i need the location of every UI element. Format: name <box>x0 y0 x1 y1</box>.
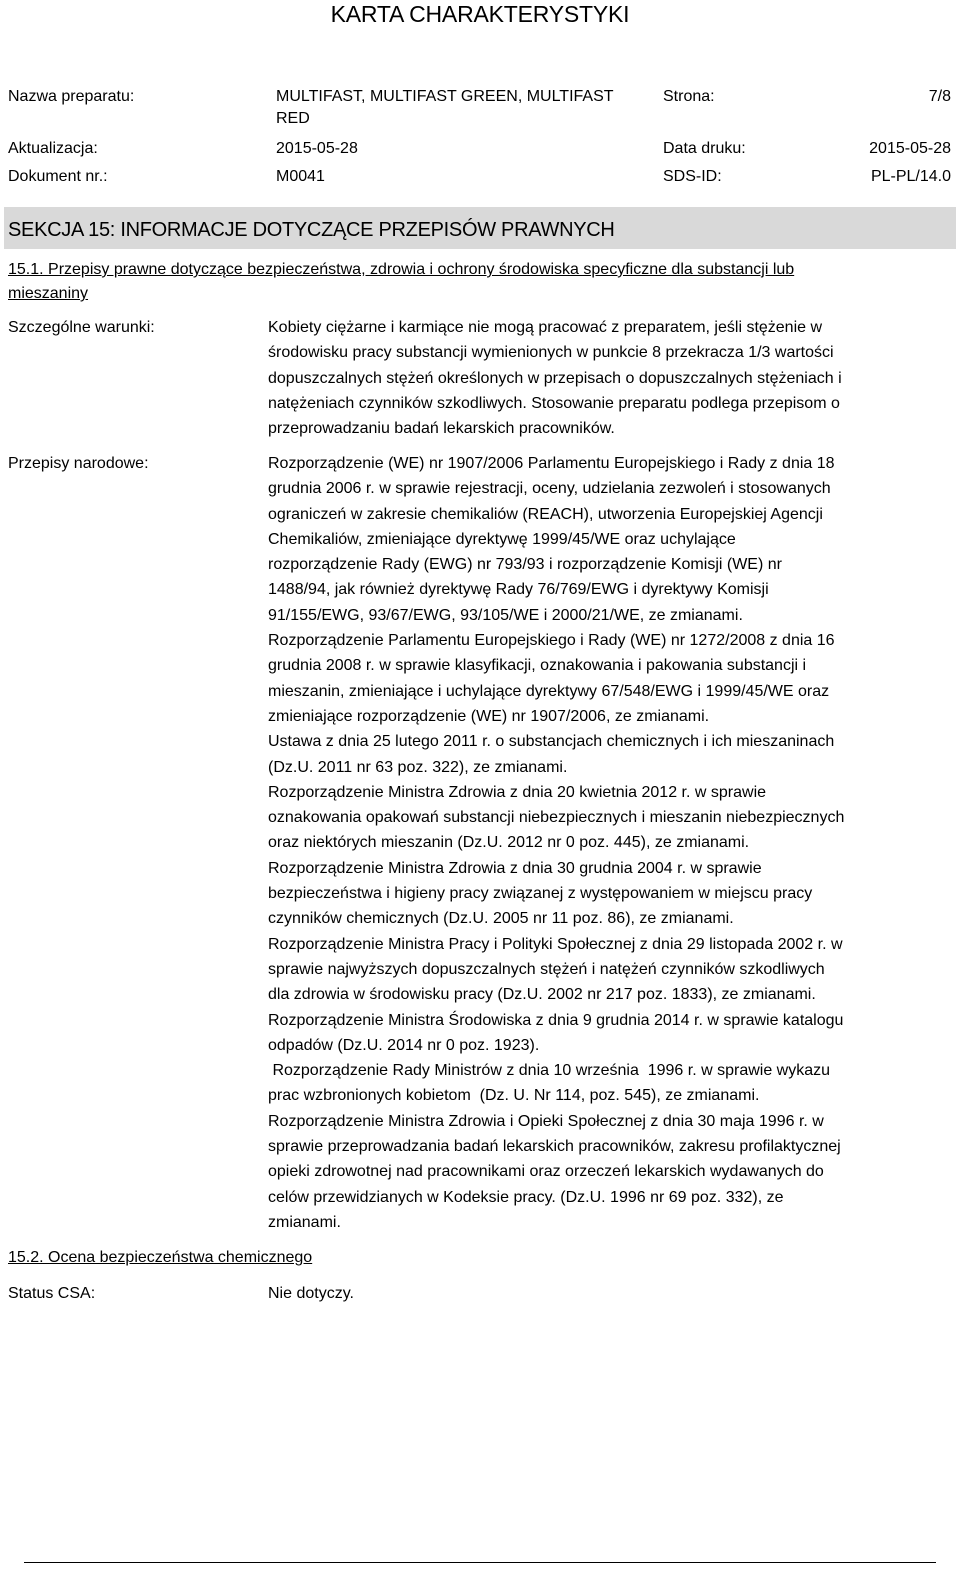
text-line: Rozporządzenie Parlamentu Europejskiego i Rady (WE) nr 1272/2008 z dnia 16 <box>268 632 835 650</box>
csa-status-value: Nie dotyczy. <box>268 1285 354 1302</box>
text-line: sprawie najwyższych dopuszczalnych stężeń i natężeń czynników szkodliwych <box>268 960 825 978</box>
text-line: oznakowania opakowań substancji niebezpiecznych i mieszanin niebezpiecznych <box>268 809 845 827</box>
page-number: 7/8 <box>928 88 951 105</box>
text-line: Rozporządzenie Ministra Zdrowia z dnia 20 kwietnia 2012 r. w sprawie <box>268 783 767 801</box>
text-line: Chemikaliów, zmieniające dyrektywę 1999/45/WE oraz uchylające <box>268 530 736 548</box>
text-line: Ustawa z dnia 25 lutego 2011 r. o substancjach chemicznych i ich mieszaninach <box>268 733 835 751</box>
text-line: Kobiety ciężarne i karmiące nie mogą pracować z preparatem, jeśli stężenie w <box>268 319 823 336</box>
text-line: czynników chemicznych (Dz.U. 2005 nr 11 poz. 86), ze zmianami. <box>268 910 734 928</box>
text-line: grudnia 2008 r. w sprawie klasyfikacji, oznakowania i pakowania substancji i <box>268 657 807 675</box>
text-line: Rozporządzenie Ministra Zdrowia i Opieki Społecznej z dnia 30 maja 1996 r. w <box>268 1112 824 1130</box>
document-number-label: Dokument nr.: <box>8 168 108 185</box>
special-conditions-label: Szczególne warunki: <box>8 319 155 336</box>
text-line: dla zdrowia w środowisku pracy (Dz.U. 2002 nr 217 poz. 1833), ze zmianami. <box>268 986 816 1004</box>
update-date: 2015-05-28 <box>276 140 358 157</box>
csa-status-label: Status CSA: <box>8 1285 96 1302</box>
text-line: Rozporządzenie (WE) nr 1907/2006 Parlamentu Europejskiego i Rady z dnia 18 <box>268 455 835 472</box>
text-line: 1488/94, jak również dyrektywę Rady 76/769/EWG i dyrektywy Komisji <box>268 581 769 599</box>
text-line: 91/155/EWG, 93/67/EWG, 93/105/WE i 2000/21/WE, ze zmianami. <box>268 606 743 624</box>
text-line: natężeniach czynników szkodliwych. Stosowanie preparatu podlega przepisom o <box>268 394 840 412</box>
text-line: celów przewidzianych w Kodeksie pracy. (Dz.U. 1996 nr 69 poz. 332), ze <box>268 1188 784 1206</box>
text-line: Rozporządzenie Ministra Zdrowia z dnia 30 grudnia 2004 r. w sprawie <box>268 859 762 877</box>
subsection-15-1-heading-line1: 15.1. Przepisy prawne dotyczące bezpieczeństwa, zdrowia i ochrony środowiska specyficzne dla substancji lub <box>8 261 795 278</box>
product-name-value-line2: RED <box>276 110 310 127</box>
sds-id-label: SDS-ID: <box>663 168 722 185</box>
text-line: Rozporządzenie Ministra Pracy i Polityki Społecznej z dnia 29 listopada 2002 r. w <box>268 935 843 953</box>
text-line: zmianami. <box>268 1213 341 1231</box>
document-title: KARTA CHARAKTERYSTYKI <box>330 1 630 27</box>
update-label: Aktualizacja: <box>8 140 98 157</box>
footer-divider <box>24 1562 936 1563</box>
document-number: M0041 <box>276 168 325 185</box>
text-line: odpadów (Dz.U. 2014 nr 0 poz. 1923). <box>268 1036 540 1054</box>
text-line: opieki zdrowotnej nad pracownikami oraz orzeczeń lekarskich wydawanych do <box>268 1163 824 1181</box>
text-line: dopuszczalnych stężeń określonych w przepisach o dopuszczalnych stężeniach i <box>268 369 842 387</box>
text-line: rozporządzenie Rady (EWG) nr 793/93 i rozporządzenie Komisji (WE) nr <box>268 556 782 574</box>
section-title: SEKCJA 15: INFORMACJE DOTYCZĄCE PRZEPISÓW PRAWNYCH <box>8 219 615 241</box>
text-line: środowisku pracy substancji wymienionych w punkcie 8 przekracza 1/3 wartości <box>268 344 834 362</box>
text-line: przeprowadzaniu badań lekarskich pracowników. <box>268 420 615 438</box>
text-line: zmieniające rozporządzenie (WE) nr 1907/2006, ze zmianami. <box>268 707 710 725</box>
text-line: grudnia 2006 r. w sprawie rejestracji, oceny, udzielania zezwoleń i stosowanych <box>268 480 831 498</box>
product-name-label: Nazwa preparatu: <box>8 88 135 105</box>
text-line: sprawie przeprowadzania badań lekarskich pracowników, zakresu profilaktycznej <box>268 1138 841 1156</box>
text-line: (Dz.U. 2011 nr 63 poz. 322), ze zmianami. <box>268 758 568 776</box>
text-line: mieszanin, zmieniające i uchylające dyrektywy 67/548/EWG i 1999/45/WE oraz <box>268 682 830 700</box>
print-date: 2015-05-28 <box>869 140 951 157</box>
national-regulations-label: Przepisy narodowe: <box>8 455 149 472</box>
subsection-15-1-heading-line2: mieszaniny <box>8 285 89 302</box>
product-name-value-line1: MULTIFAST, MULTIFAST GREEN, MULTIFAST <box>276 88 614 105</box>
text-line: Rozporządzenie Ministra Środowiska z dnia 9 grudnia 2014 r. w sprawie katalogu <box>268 1011 844 1029</box>
text-line: prac wzbronionych kobietom (Dz. U. Nr 114, poz. 545), ze zmianami. <box>268 1087 760 1105</box>
special-conditions-text <box>268 315 954 441</box>
section-header <box>4 207 956 249</box>
text-line: bezpieczeństwa i higieny pracy związanej z występowaniem w miejscu pracy <box>268 885 813 903</box>
subsection-15-2-heading: 15.2. Ocena bezpieczeństwa chemicznego <box>8 1249 313 1266</box>
text-line: oraz niektórych mieszanin (Dz.U. 2012 nr 0 poz. 445), ze zmianami. <box>268 834 750 852</box>
sds-id: PL-PL/14.0 <box>870 168 951 185</box>
national-regulations-text <box>268 451 954 1235</box>
print-date-label: Data druku: <box>663 140 746 157</box>
text-line: Rozporządzenie Rady Ministrów z dnia 10 września 1996 r. w sprawie wykazu <box>268 1062 831 1080</box>
text-line: ograniczeń w zakresie chemikaliów (REACH), utworzenia Europejskiej Agencji <box>268 505 823 523</box>
page-label: Strona: <box>663 88 715 105</box>
